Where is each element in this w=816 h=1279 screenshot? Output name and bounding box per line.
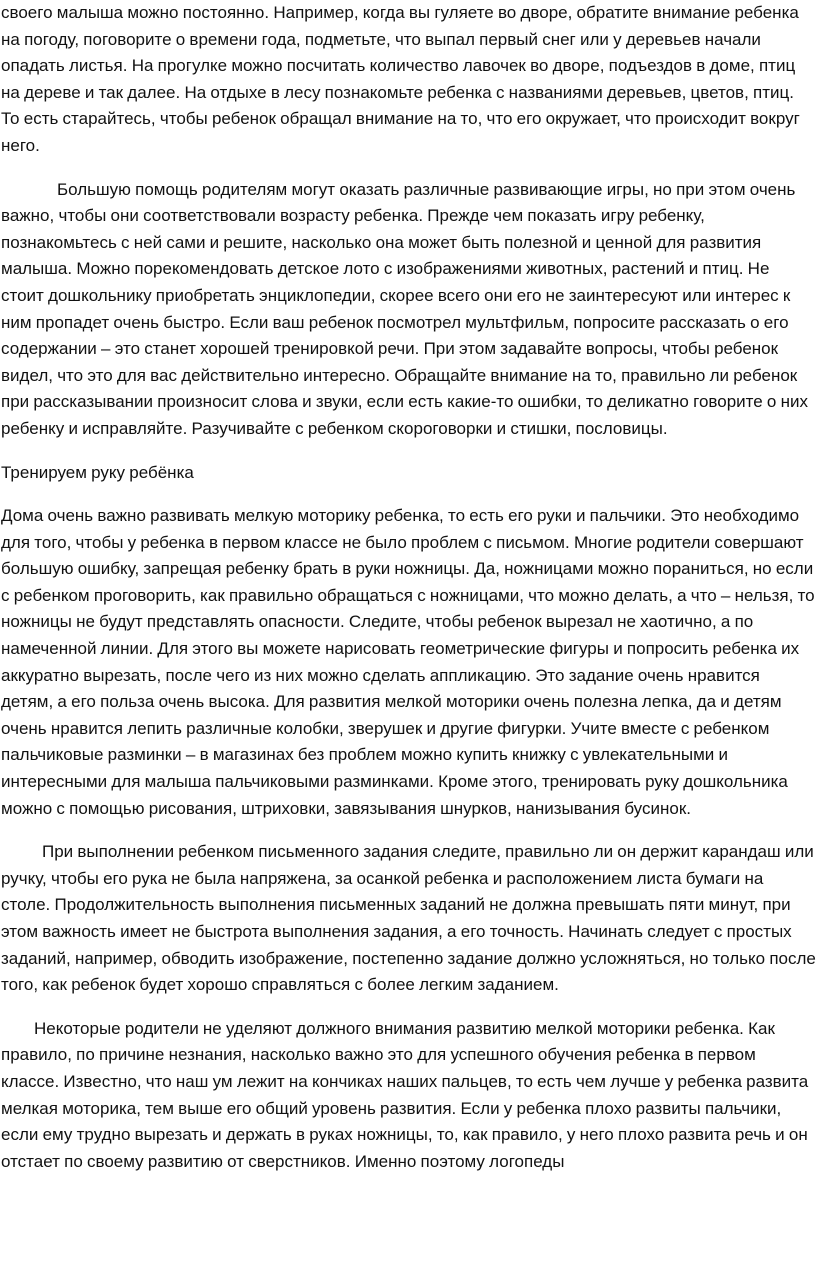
paragraph-games: Большую помощь родителям могут оказать различные развивающие игры, но при этом очень важно, чтобы они соответствовали возрасту ребенка. Прежде чем показать игру ребенку, познакомьтесь с ней сами и решите, насколько она может быть полезной и ценной для развития малыша. Можно порекомендовать детское лото с изображениями животных, растений и птиц. Не стоит дошкольнику приобретать энциклопедии, скорее всего они его не заинтересуют или интерес к ним пропадет очень быстро. Если ваш ребенок посмотрел мультфильм, попросите рассказать о его содержании – это станет хорошей тренировкой речи. При этом задавайте вопросы, чтобы ребенок видел, что это для вас действительно интересно. Обращайте внимание на то, правильно ли ребенок при рассказывании произносит слова и звуки, если есть какие-то ошибки, то деликатно говорите о них ребенку и исправляйте. Разучивайте с ребенком скороговорки и стишки, пословицы. <box>1 179 808 438</box>
paragraph-gap <box>1 443 816 460</box>
paragraph-gap <box>1 999 816 1016</box>
section-heading: Тренируем руку ребёнка <box>1 462 194 482</box>
paragraph-writing: При выполнении ребенком письменного задания следите, правильно ли он держит карандаш или ручку, чтобы его рука не была напряжена, за осанкой ребенка и расположением листа бумаги на столе. Продолжительность выполнения письменных заданий не должна превышать пяти минут, при этом важность имеет не быстрота выполнения задания, а его точность. Начинать следует с простых заданий, например, обводить изображение, постепенно задание должно усложняться, но только после того, как ребенок будет хорошо справляться с более легким заданием. <box>1 842 816 995</box>
paragraph-observation: своего малыша можно постоянно. Например, когда вы гуляете во дворе, обратите внимание ребенка на погоду, поговорите о времени года, подметьте, что выпал первый снег или у деревьев начали опадать листья. На прогулке можно посчитать количество лавочек во дворе, подъездов в доме, птиц на дереве и так далее. На отдыхе в лесу познакомьте ребенка с названиями деревьев, цветов, птиц. То есть старайтесь, чтобы ребенок обращал внимание на то, что его окружает, что происходит вокруг него. <box>1 3 800 155</box>
paragraph-gap <box>1 822 816 839</box>
paragraph-gap <box>1 160 816 177</box>
paragraph-motor-skills: Дома очень важно развивать мелкую моторику ребенка, то есть его руки и пальчики. Это необходимо для того, чтобы у ребенка в первом классе не было проблем с письмом. Многие родители совершают большую ошибку, запрещая ребенку брать в руки ножницы. Да, ножницами можно пораниться, но если с ребенком проговорить, как правильно обращаться с ножницами, что можно делать, а что – нельзя, то ножницы не будут представлять опасности. Следите, чтобы ребенок вырезал не хаотично, а по намеченной линии. Для этого вы можете нарисовать геометрические фигуры и попросить ребенка их аккуратно вырезать, после чего из них можно сделать аппликацию. Это задание очень нравится детям, а его польза очень высока. Для развития мелкой моторики очень полезна лепка, да и детям очень нравится лепить различные колобки, зверушек и другие фигурки. Учите вместе с ребенком пальчиковые разминки – в магазинах без проблем можно купить книжку с увлекательными и интересными для малыша пальчиковыми разминками. Кроме этого, тренировать руку дошкольника можно с помощью рисования, штриховки, завязывания шнурков, нанизывания бусинок. <box>1 506 815 818</box>
paragraph-parents: Некоторые родители не уделяют должного внимания развитию мелкой моторики ребенка. Как правило, по причине незнания, насколько важно это для успешного обучения ребенка в первом классе. Известно, что наш ум лежит на кончиках наших пальцев, то есть чем лучше у ребенка развита мелкая моторика, тем выше его общий уровень развития. Если у ребенка плохо развиты пальчики, если ему трудно вырезать и держать в руках ножницы, то, как правило, у него плохо развита речь и он отстает по своему развитию от сверстников. Именно поэтому логопеды <box>1 1018 809 1171</box>
paragraph-gap <box>1 486 816 503</box>
